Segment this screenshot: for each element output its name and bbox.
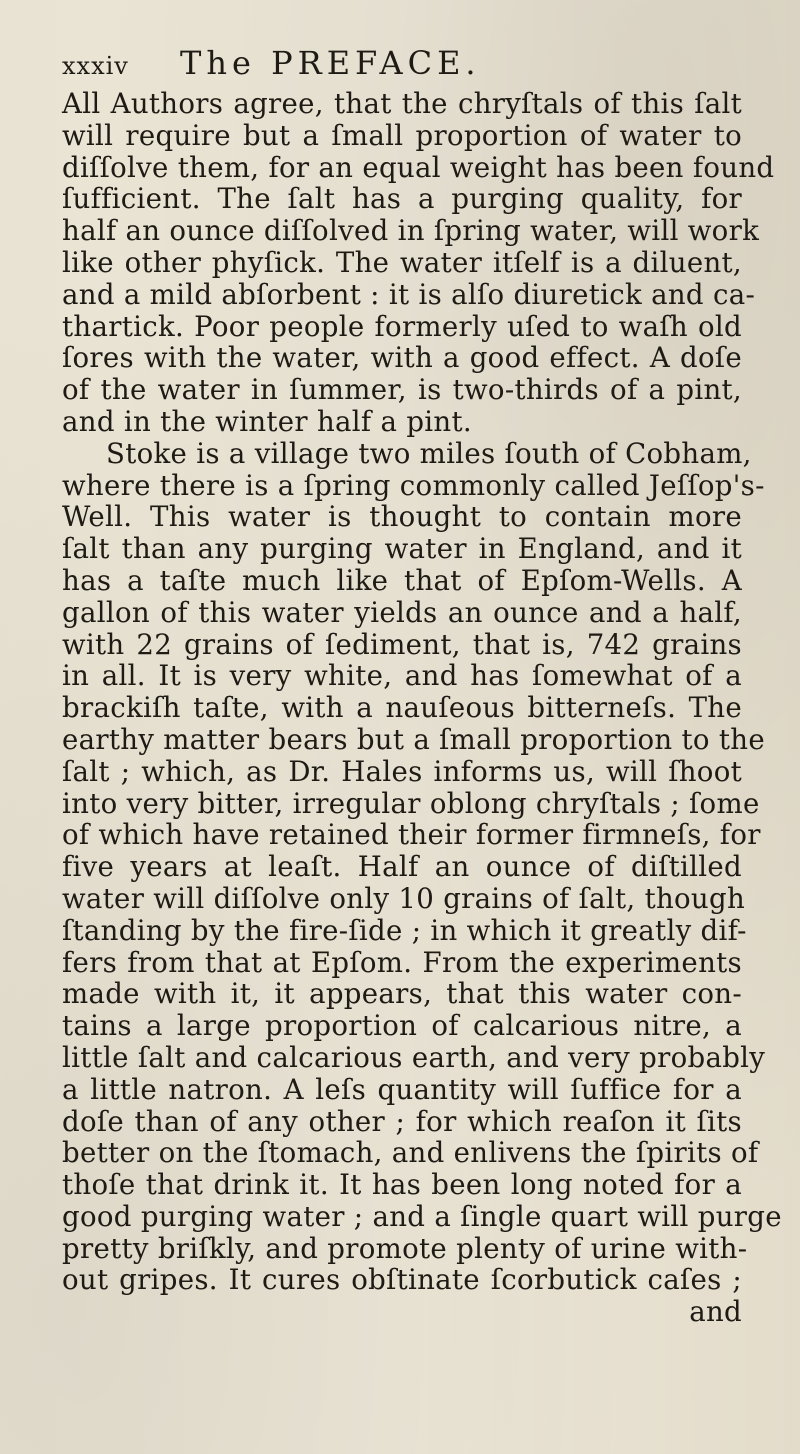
text-line: ſalt ; which, as Dr. Hales informs us, will ſhoot [62, 754, 742, 788]
text-line: thoſe that drink it. It has been long noted for a [62, 1168, 742, 1202]
text-line: ſtanding by the fire-ſide ; in which it greatly dif- [62, 913, 747, 947]
body-text [62, 87, 782, 1329]
text-line: gallon of this water yields an ounce and a half, [62, 595, 742, 629]
text-line: and a mild abſorbent : it is alſo diuretick and ca- [62, 277, 756, 311]
text-line: little ſalt and calcarious earth, and very probably [62, 1040, 766, 1074]
text-line: good purging water ; and a ſingle quart will purge [62, 1199, 782, 1233]
text-line: ſores with the water, with a good effect. A doſe [62, 341, 742, 375]
catchword: and [689, 1295, 742, 1329]
text-line: a little natron. A leſs quantity will ſuffice for a [62, 1072, 742, 1106]
text-line: will require but a ſmall proportion of water to [62, 118, 742, 152]
paragraph-end-line: and in the winter half a pint. [62, 404, 472, 438]
text-line: water will diſſolve only 10 grains of ſalt, though [62, 881, 746, 915]
text-line: ſufficient. The ſalt has a purging quality, for [62, 182, 742, 216]
text-line: fers from that at Epſom. From the experiments [62, 945, 742, 979]
text-line: with 22 grains of ſediment, that is, 742 grains [62, 627, 742, 661]
text-line: like other phyſick. The water itſelf is a diluent, [62, 245, 742, 279]
text-line: All Authors agree, that the chryſtals of this ſalt [62, 87, 742, 120]
page-header [62, 44, 738, 84]
running-title: The PREFACE. [180, 44, 481, 82]
text-line: has a taſte much like that of Epſom-Wells. A [62, 563, 742, 597]
text-line: ſalt than any purging water in England, and it [62, 532, 742, 566]
text-line: pretty briſkly, and promote plenty of urine with- [62, 1231, 748, 1265]
text-line: of the water in ſummer, is two-thirds of a pint, [62, 373, 742, 407]
text-line: Well. This water is thought to contain more [62, 500, 742, 534]
text-line: half an ounce diſſolved in ſpring water, will work [62, 214, 760, 248]
text-line: better on the ſtomach, and enlivens the ſpirits of [62, 1136, 759, 1170]
paragraph-start-line: Stoke is a village two miles ſouth of Cobham, [106, 436, 752, 470]
text-line: earthy matter bears but a ſmall proportion to the [62, 722, 765, 756]
text-line: out gripes. It cures obſtinate ſcorbutick caſes ; [62, 1263, 742, 1297]
text-line: diſſolve them, for an equal weight has been found [62, 150, 775, 184]
text-line: thartick. Poor people formerly uſed to waſh old [62, 309, 742, 343]
text-line: in all. It is very white, and has ſomewhat of a [62, 659, 742, 693]
text-line: made with it, it appears, that this water con- [62, 977, 742, 1011]
text-line: five years at leaſt. Half an ounce of diſtilled [62, 850, 742, 884]
page-number: xxxiv [62, 52, 129, 80]
text-line: into very bitter, irregular oblong chryſtals ; ſome [62, 786, 760, 820]
text-line: brackiſh taſte, with a nauſeous bitterneſs. The [62, 691, 742, 725]
text-line: where there is a ſpring commonly called Jeſſop's- [62, 468, 765, 502]
text-line: doſe than of any other ; for which reaſon it ſits [62, 1104, 742, 1138]
text-line: tains a large proportion of calcarious nitre, a [62, 1009, 742, 1043]
text-line: of which have retained their former firmneſs, for [62, 818, 761, 852]
